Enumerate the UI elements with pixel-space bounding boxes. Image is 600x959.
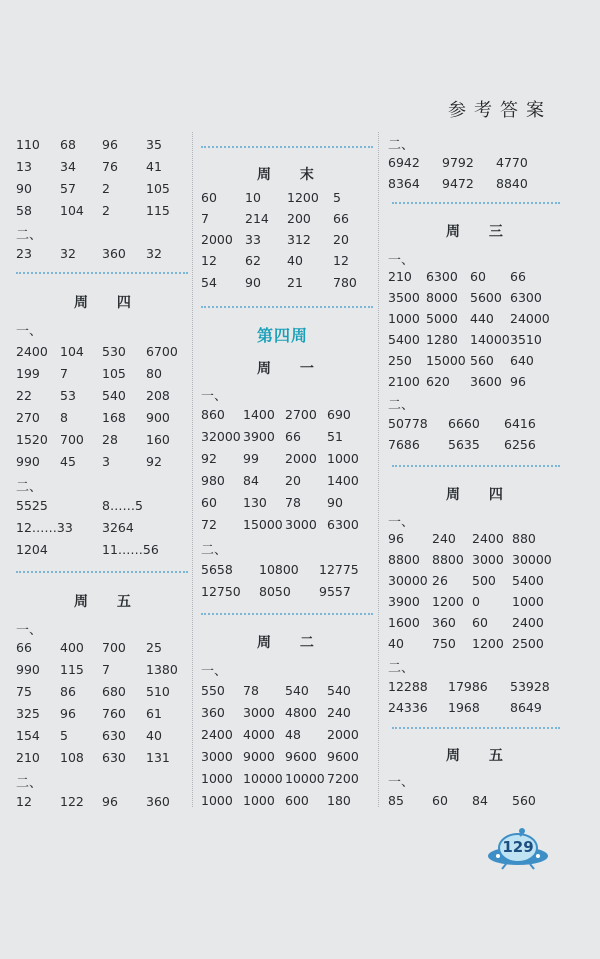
answer-value: 3600: [470, 374, 502, 389]
answer-value: 60: [472, 615, 488, 630]
answer-value: 1400: [327, 473, 359, 488]
answer-value: 1000: [243, 793, 275, 808]
answer-value: 14000: [470, 332, 510, 347]
answer-value: 690: [327, 407, 351, 422]
answer-value: 540: [285, 683, 309, 698]
answer-value: 90: [327, 495, 343, 510]
answer-value: 32: [146, 246, 162, 261]
answer-value: 9557: [319, 584, 351, 599]
answer-value: 96: [60, 706, 76, 721]
answer-value: 2400: [472, 531, 504, 546]
part-label: 一、: [16, 623, 43, 638]
answer-value: 2000: [285, 451, 317, 466]
answer-value: 105: [146, 181, 170, 196]
answer-value: 76: [102, 159, 118, 174]
answer-value: 61: [146, 706, 162, 721]
answer-value: 32000: [201, 429, 241, 444]
answer-value: 108: [60, 750, 84, 765]
answer-value: 26: [432, 573, 448, 588]
page-number: 129: [502, 838, 534, 856]
answer-value: 530: [102, 344, 126, 359]
answer-value: 96: [510, 374, 526, 389]
answer-value: 325: [16, 706, 40, 721]
answer-value: 4000: [243, 727, 275, 742]
answer-value: 90: [16, 181, 32, 196]
answer-value: 990: [16, 454, 40, 469]
answer-value: 78: [243, 683, 259, 698]
answer-value: 250: [388, 353, 412, 368]
part-label: 二、: [388, 661, 415, 676]
answer-value: 640: [510, 353, 534, 368]
answer-value: 62: [245, 253, 261, 268]
answer-value: 104: [60, 203, 84, 218]
answer-value: 154: [16, 728, 40, 743]
answer-value: 10: [245, 190, 261, 205]
answer-value: 1520: [16, 432, 48, 447]
answer-value: 110: [16, 137, 40, 152]
part-label: 一、: [388, 253, 415, 268]
answer-value: 880: [512, 531, 536, 546]
answer-value: 21: [287, 275, 303, 290]
part-label: 一、: [388, 515, 415, 530]
answer-value: 7: [102, 662, 110, 677]
answer-value: 9000: [243, 749, 275, 764]
part-label: 二、: [16, 480, 43, 495]
answer-value: 750: [432, 636, 456, 651]
answer-value: 214: [245, 211, 269, 226]
answer-value: 540: [327, 683, 351, 698]
answer-value: 5525: [16, 498, 48, 513]
answer-value: 130: [243, 495, 267, 510]
page-number-badge: [486, 826, 550, 870]
answer-value: 105: [102, 366, 126, 381]
answer-value: 96: [388, 531, 404, 546]
answer-value: 210: [16, 750, 40, 765]
answer-value: 115: [60, 662, 84, 677]
answer-value: 2: [102, 203, 110, 218]
answer-value: 900: [146, 410, 170, 425]
answer-value: 86: [60, 684, 76, 699]
answer-value: 8000: [426, 290, 458, 305]
answer-value: 9472: [442, 176, 474, 191]
answer-value: 5400: [512, 573, 544, 588]
section-heading: 周 一: [257, 361, 326, 377]
answer-value: 96: [102, 794, 118, 809]
answer-value: 5658: [201, 562, 233, 577]
answer-value: 40: [287, 253, 303, 268]
answer-value: 5635: [448, 437, 480, 452]
answer-value: 2100: [388, 374, 420, 389]
answer-value: 3264: [102, 520, 134, 535]
answer-value: 560: [512, 793, 536, 808]
answer-value: 400: [60, 640, 84, 655]
section-divider: [392, 727, 560, 729]
section-divider: [392, 465, 560, 467]
answer-value: 6256: [504, 437, 536, 452]
part-label: 一、: [201, 664, 228, 679]
answer-value: 2: [102, 181, 110, 196]
answer-value: 12288: [388, 679, 428, 694]
part-label: 二、: [201, 543, 228, 558]
answer-value: 6300: [327, 517, 359, 532]
answer-value: 5: [60, 728, 68, 743]
answer-value: 92: [146, 454, 162, 469]
answer-value: 15000: [426, 353, 466, 368]
answer-value: 2500: [512, 636, 544, 651]
answer-value: 60: [201, 495, 217, 510]
answer-value: 10000: [285, 771, 325, 786]
answer-value: 540: [102, 388, 126, 403]
answer-value: 50778: [388, 416, 428, 431]
page-title: 参考答案: [448, 100, 552, 121]
answer-value: 51: [327, 429, 343, 444]
answer-value: 24000: [510, 311, 550, 326]
answer-value: 1000: [201, 793, 233, 808]
answer-value: 1600: [388, 615, 420, 630]
answer-value: 2000: [201, 232, 233, 247]
answer-value: 131: [146, 750, 170, 765]
answer-value: 1000: [327, 451, 359, 466]
answer-value: 160: [146, 432, 170, 447]
answer-value: 3510: [510, 332, 542, 347]
answer-value: 1000: [201, 771, 233, 786]
answer-value: 15000: [243, 517, 283, 532]
answer-value: 24336: [388, 700, 428, 715]
answer-value: 92: [201, 451, 217, 466]
answer-value: 7: [201, 211, 209, 226]
answer-value: 66: [333, 211, 349, 226]
answer-value: 11……56: [102, 542, 159, 557]
answer-value: 8……5: [102, 498, 143, 513]
answer-value: 60: [470, 269, 486, 284]
answer-value: 360: [201, 705, 225, 720]
answer-value: 680: [102, 684, 126, 699]
answer-value: 6300: [510, 290, 542, 305]
answer-value: 3000: [243, 705, 275, 720]
answer-value: 32: [60, 246, 76, 261]
answer-value: 7686: [388, 437, 420, 452]
answer-value: 168: [102, 410, 126, 425]
part-label: 二、: [388, 138, 415, 153]
answer-value: 96: [102, 137, 118, 152]
answer-value: 84: [472, 793, 488, 808]
answer-value: 17986: [448, 679, 488, 694]
section-heading: 周 四: [74, 295, 143, 311]
answer-value: 4770: [496, 155, 528, 170]
answer-value: 53928: [510, 679, 550, 694]
answer-value: 510: [146, 684, 170, 699]
answer-value: 53: [60, 388, 76, 403]
section-heading: 周 四: [446, 487, 515, 503]
answer-value: 180: [327, 793, 351, 808]
answer-value: 630: [102, 750, 126, 765]
answer-value: 12750: [201, 584, 241, 599]
answer-value: 700: [60, 432, 84, 447]
answer-value: 20: [285, 473, 301, 488]
answer-value: 78: [285, 495, 301, 510]
section-heading: 周 五: [446, 748, 515, 764]
column-divider-2: [378, 132, 379, 807]
part-label: 二、: [16, 776, 43, 791]
answer-value: 6942: [388, 155, 420, 170]
answer-value: 1000: [388, 311, 420, 326]
answer-value: 8649: [510, 700, 542, 715]
part-label: 二、: [388, 398, 415, 413]
answer-value: 8840: [496, 176, 528, 191]
answer-value: 22: [16, 388, 32, 403]
answer-value: 75: [16, 684, 32, 699]
answer-value: 85: [388, 793, 404, 808]
answer-value: 210: [388, 269, 412, 284]
answer-value: 6416: [504, 416, 536, 431]
section-divider: [201, 306, 373, 308]
section-heading: 周 二: [257, 635, 326, 651]
answer-value: 240: [327, 705, 351, 720]
answer-value: 57: [60, 181, 76, 196]
answer-value: 9600: [327, 749, 359, 764]
answer-value: 199: [16, 366, 40, 381]
answer-value: 41: [146, 159, 162, 174]
answer-value: 2000: [327, 727, 359, 742]
answer-value: 780: [333, 275, 357, 290]
answer-value: 30000: [512, 552, 552, 567]
answer-value: 3900: [388, 594, 420, 609]
answer-value: 72: [201, 517, 217, 532]
answer-value: 1380: [146, 662, 178, 677]
answer-value: 630: [102, 728, 126, 743]
answer-value: 66: [16, 640, 32, 655]
answer-value: 28: [102, 432, 118, 447]
answer-value: 33: [245, 232, 261, 247]
answer-value: 3000: [201, 749, 233, 764]
part-label: 二、: [16, 228, 43, 243]
answer-value: 0: [472, 594, 480, 609]
answer-value: 620: [426, 374, 450, 389]
answer-value: 4800: [285, 705, 317, 720]
answer-value: 122: [60, 794, 84, 809]
section-divider: [16, 272, 188, 274]
answer-value: 5600: [470, 290, 502, 305]
answer-value: 90: [245, 275, 261, 290]
answer-value: 99: [243, 451, 259, 466]
answer-value: 1000: [512, 594, 544, 609]
answer-value: 3000: [285, 517, 317, 532]
answer-value: 6700: [146, 344, 178, 359]
answer-value: 10000: [243, 771, 283, 786]
answer-value: 9600: [285, 749, 317, 764]
answer-value: 1200: [472, 636, 504, 651]
answer-value: 560: [470, 353, 494, 368]
answer-value: 8364: [388, 176, 420, 191]
answer-value: 860: [201, 407, 225, 422]
answer-value: 7200: [327, 771, 359, 786]
part-label: 一、: [388, 775, 415, 790]
answer-value: 12……33: [16, 520, 73, 535]
answer-value: 34: [60, 159, 76, 174]
part-label: 一、: [201, 389, 228, 404]
answer-value: 2700: [285, 407, 317, 422]
answer-value: 440: [470, 311, 494, 326]
answer-value: 3: [102, 454, 110, 469]
answer-value: 270: [16, 410, 40, 425]
answer-value: 1204: [16, 542, 48, 557]
answer-value: 68: [60, 137, 76, 152]
answer-value: 360: [432, 615, 456, 630]
answer-value: 550: [201, 683, 225, 698]
answer-value: 6660: [448, 416, 480, 431]
answer-value: 13: [16, 159, 32, 174]
answer-value: 40: [146, 728, 162, 743]
answer-value: 760: [102, 706, 126, 721]
section-divider: [201, 146, 373, 148]
answer-value: 980: [201, 473, 225, 488]
answer-value: 8: [60, 410, 68, 425]
section-divider: [16, 571, 188, 573]
answer-value: 8050: [259, 584, 291, 599]
answer-value: 1968: [448, 700, 480, 715]
answer-value: 1200: [432, 594, 464, 609]
answer-value: 12: [16, 794, 32, 809]
answer-value: 8800: [388, 552, 420, 567]
answer-value: 1400: [243, 407, 275, 422]
answer-value: 3000: [472, 552, 504, 567]
answer-value: 20: [333, 232, 349, 247]
answer-value: 12: [333, 253, 349, 268]
answer-value: 30000: [388, 573, 428, 588]
answer-value: 7: [60, 366, 68, 381]
answer-value: 360: [102, 246, 126, 261]
section-heading: 周 五: [74, 594, 143, 610]
answer-value: 6300: [426, 269, 458, 284]
answer-value: 8800: [432, 552, 464, 567]
week-title: 第四周: [257, 326, 309, 345]
answer-value: 104: [60, 344, 84, 359]
answer-value: 3500: [388, 290, 420, 305]
section-heading: 周 末: [257, 167, 326, 183]
answer-value: 66: [285, 429, 301, 444]
answer-value: 35: [146, 137, 162, 152]
answer-value: 115: [146, 203, 170, 218]
answer-value: 60: [201, 190, 217, 205]
answer-value: 45: [60, 454, 76, 469]
column-divider-1: [192, 132, 193, 807]
answer-value: 600: [285, 793, 309, 808]
answer-value: 40: [388, 636, 404, 651]
answer-value: 23: [16, 246, 32, 261]
answer-value: 9792: [442, 155, 474, 170]
answer-value: 200: [287, 211, 311, 226]
answer-value: 208: [146, 388, 170, 403]
answer-value: 58: [16, 203, 32, 218]
answer-value: 2400: [16, 344, 48, 359]
answer-value: 66: [510, 269, 526, 284]
answer-value: 84: [243, 473, 259, 488]
answer-value: 5: [333, 190, 341, 205]
answer-value: 240: [432, 531, 456, 546]
answer-value: 60: [432, 793, 448, 808]
answer-value: 54: [201, 275, 217, 290]
answer-value: 12: [201, 253, 217, 268]
section-heading: 周 三: [446, 224, 515, 240]
answer-value: 5400: [388, 332, 420, 347]
section-divider: [201, 613, 373, 615]
answer-value: 3900: [243, 429, 275, 444]
answer-value: 360: [146, 794, 170, 809]
answer-value: 1200: [287, 190, 319, 205]
answer-value: 80: [146, 366, 162, 381]
answer-value: 5000: [426, 311, 458, 326]
section-divider: [392, 202, 560, 204]
answer-value: 25: [146, 640, 162, 655]
answer-value: 10800: [259, 562, 299, 577]
answer-value: 48: [285, 727, 301, 742]
answer-value: 700: [102, 640, 126, 655]
answer-value: 500: [472, 573, 496, 588]
answer-value: 2400: [201, 727, 233, 742]
answer-value: 990: [16, 662, 40, 677]
answer-value: 1280: [426, 332, 458, 347]
answer-value: 12775: [319, 562, 359, 577]
answer-value: 312: [287, 232, 311, 247]
answer-value: 2400: [512, 615, 544, 630]
part-label: 一、: [16, 324, 43, 339]
